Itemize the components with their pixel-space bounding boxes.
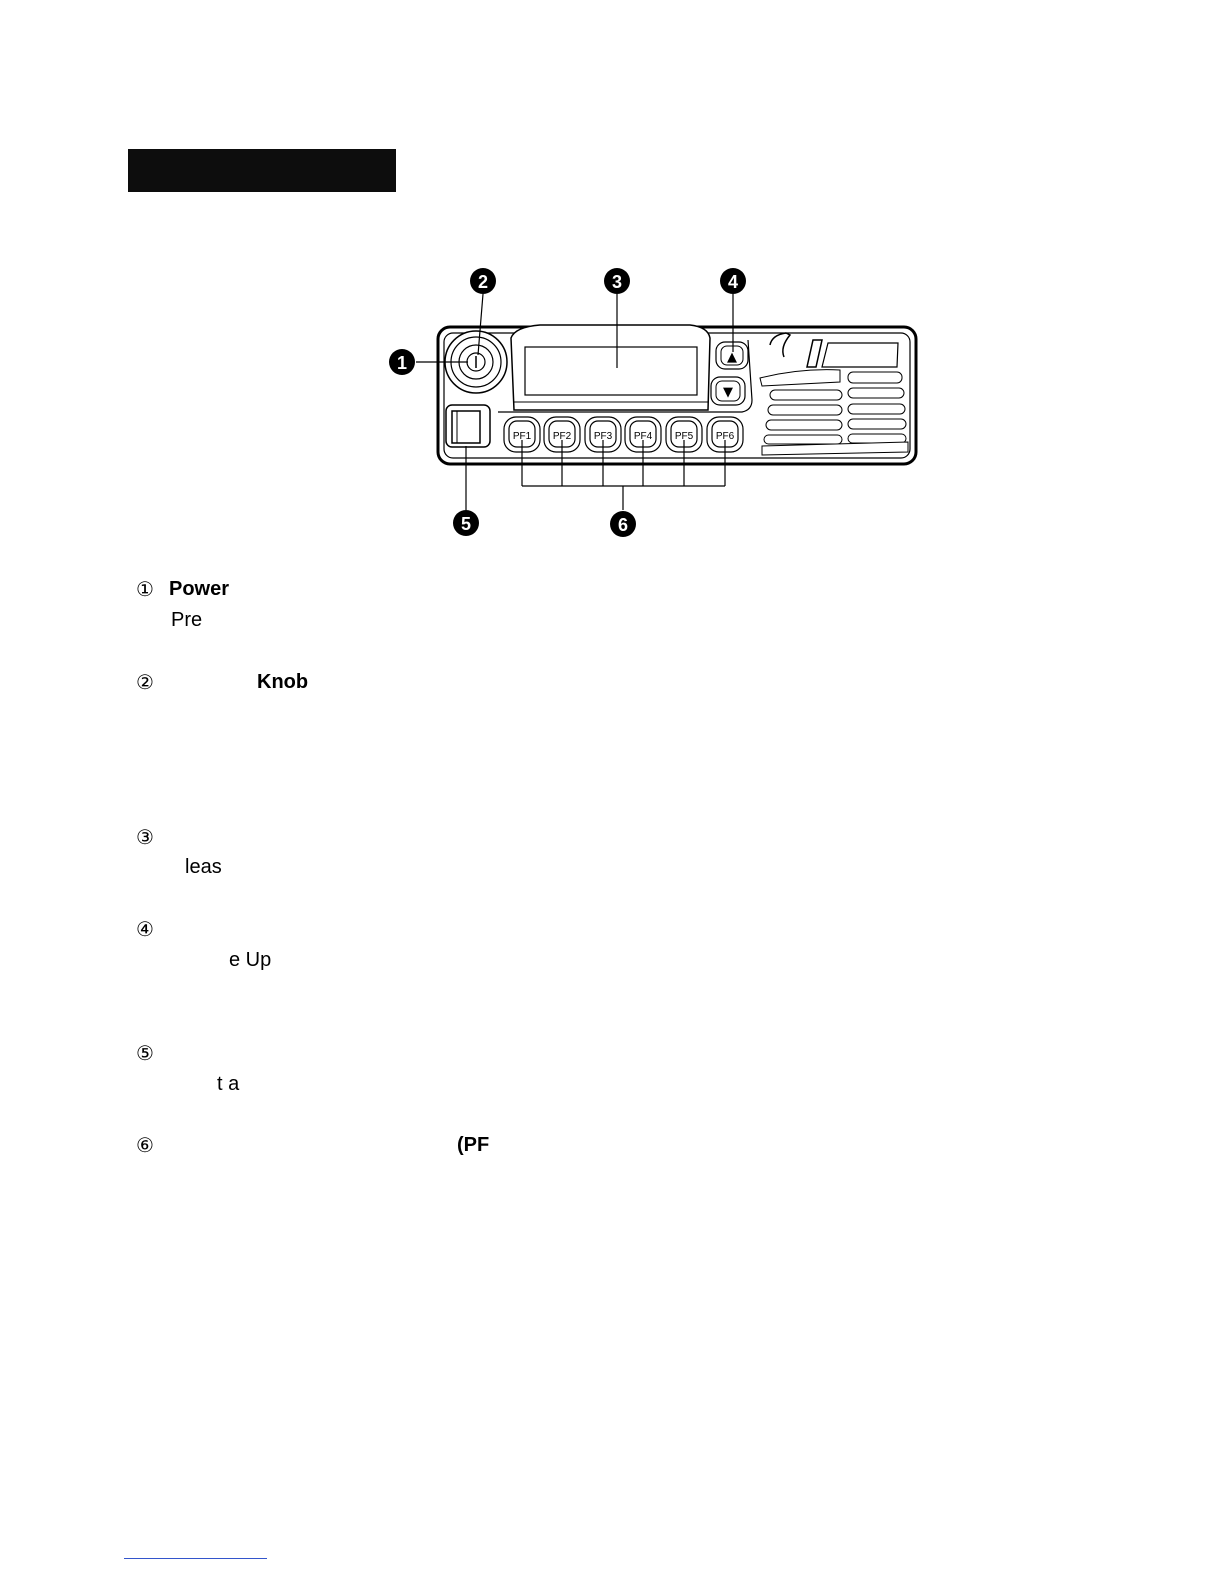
callout-1 — [389, 349, 415, 375]
item-4-marker: ④ — [136, 917, 154, 941]
svg-text:4: 4 — [727, 272, 739, 292]
svg-text:3: 3 — [611, 272, 623, 292]
square-key-icon — [446, 405, 490, 447]
item-6-title: (PF — [457, 1134, 490, 1156]
item-4-text: e Up — [229, 949, 272, 971]
item-6-marker: ⑥ — [136, 1133, 154, 1157]
pf-key-4-label: PF4 — [633, 431, 653, 442]
svg-text:1: 1 — [396, 353, 408, 373]
item-1-text: Pre — [171, 609, 203, 631]
svg-text:5: 5 — [460, 514, 472, 534]
section-header-bar — [128, 149, 396, 192]
item-5-marker: ⑤ — [136, 1041, 154, 1065]
pf-key-5-label: PF5 — [674, 431, 694, 442]
down-key-icon — [711, 377, 745, 405]
pf-key-2-label: PF2 — [552, 431, 572, 442]
callout-2 — [470, 268, 496, 294]
speaker-grille-icon — [760, 370, 908, 455]
svg-text:6: 6 — [617, 515, 629, 535]
svg-text:▲: ▲ — [727, 350, 737, 365]
footnote-divider — [124, 1558, 267, 1559]
item-1-title: Power — [169, 578, 230, 600]
pf-key-3-label: PF3 — [593, 431, 613, 442]
item-1-marker: ① — [136, 577, 154, 601]
callout-6 — [610, 511, 636, 537]
item-5-text: t a — [217, 1073, 240, 1095]
pf-key-1-label: PF1 — [512, 431, 532, 442]
item-3-marker: ③ — [136, 825, 154, 849]
item-2-marker: ② — [136, 670, 154, 694]
pf-key-6-label: PF6 — [715, 431, 735, 442]
callout-5 — [453, 510, 479, 536]
svg-text:2: 2 — [477, 272, 489, 292]
up-key-icon — [716, 342, 748, 369]
item-3-text: leas — [185, 856, 222, 878]
callout-3 — [604, 268, 630, 294]
svg-text:▼: ▼ — [723, 385, 733, 400]
callout-4 — [720, 268, 746, 294]
item-2-title: Knob — [257, 671, 309, 693]
radio-front-panel-diagram — [380, 258, 925, 548]
